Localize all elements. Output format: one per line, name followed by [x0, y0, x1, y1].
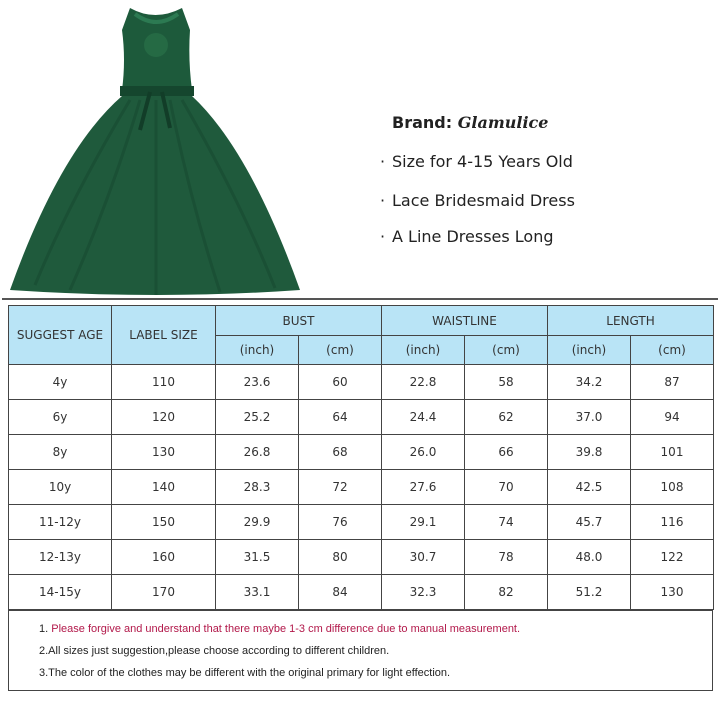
- dress-image: [10, 0, 305, 300]
- table-row: [9, 365, 714, 400]
- table-cell: 29.9: [216, 505, 299, 540]
- table-cell: 6y: [9, 400, 112, 435]
- table-cell: 51.2: [548, 575, 631, 610]
- unit-cm: (cm): [299, 336, 382, 365]
- table-row: [9, 470, 714, 505]
- notes-box: [8, 610, 713, 691]
- divider: [2, 298, 718, 300]
- header-length: LENGTH: [548, 306, 714, 336]
- feature-text: Lace Bridesmaid Dress: [392, 191, 575, 210]
- table-cell: 80: [299, 540, 382, 575]
- table-cell: 4y: [9, 365, 112, 400]
- table-cell: 70: [465, 470, 548, 505]
- table-row: [9, 400, 714, 435]
- table-cell: 60: [299, 365, 382, 400]
- table-cell: 78: [465, 540, 548, 575]
- table-cell: 25.2: [216, 400, 299, 435]
- note-1: [39, 621, 712, 643]
- feature-text: A Line Dresses Long: [392, 227, 554, 246]
- table-cell: 11-12y: [9, 505, 112, 540]
- feature-item: · Size for 4-15 Years Old: [380, 152, 573, 171]
- table-cell: 108: [631, 470, 714, 505]
- table-cell: 26.8: [216, 435, 299, 470]
- table-cell: 160: [112, 540, 216, 575]
- unit-cm: (cm): [465, 336, 548, 365]
- table-cell: 45.7: [548, 505, 631, 540]
- table-cell: 94: [631, 400, 714, 435]
- table-cell: 140: [112, 470, 216, 505]
- table-cell: 42.5: [548, 470, 631, 505]
- table-cell: 76: [299, 505, 382, 540]
- brand-name: Glamulice: [457, 113, 549, 132]
- table-cell: 116: [631, 505, 714, 540]
- table-cell: 23.6: [216, 365, 299, 400]
- table-cell: 101: [631, 435, 714, 470]
- table-cell: 48.0: [548, 540, 631, 575]
- header-size: LABEL SIZE: [112, 306, 216, 365]
- table-cell: 170: [112, 575, 216, 610]
- table-row: [9, 505, 714, 540]
- size-chart-table: [8, 305, 714, 610]
- table-cell: 32.3: [382, 575, 465, 610]
- table-cell: 64: [299, 400, 382, 435]
- unit-inch: (inch): [216, 336, 299, 365]
- note-text: Please forgive and understand that there maybe 1-3 cm difference due to manual measurement.: [51, 623, 521, 635]
- table-cell: 31.5: [216, 540, 299, 575]
- table-cell: 110: [112, 365, 216, 400]
- unit-inch: (inch): [548, 336, 631, 365]
- table-cell: 58: [465, 365, 548, 400]
- unit-cm: (cm): [631, 336, 714, 365]
- feature-item: · A Line Dresses Long: [380, 227, 554, 246]
- table-cell: 130: [631, 575, 714, 610]
- unit-inch: (inch): [382, 336, 465, 365]
- table-row: [9, 540, 714, 575]
- table-row: [9, 435, 714, 470]
- table-cell: 87: [631, 365, 714, 400]
- feature-text: Size for 4-15 Years Old: [392, 152, 573, 171]
- table-row: [9, 575, 714, 610]
- header-bust: BUST: [216, 306, 382, 336]
- table-cell: 26.0: [382, 435, 465, 470]
- table-cell: 82: [465, 575, 548, 610]
- header-age: SUGGEST AGE: [9, 306, 112, 365]
- table-cell: 62: [465, 400, 548, 435]
- note-3: 3.The color of the clothes may be different with the original primary for light effection.: [39, 667, 451, 679]
- table-cell: 74: [465, 505, 548, 540]
- table-cell: 37.0: [548, 400, 631, 435]
- table-cell: 34.2: [548, 365, 631, 400]
- table-cell: 150: [112, 505, 216, 540]
- table-cell: 39.8: [548, 435, 631, 470]
- table-cell: 30.7: [382, 540, 465, 575]
- feature-item: · Lace Bridesmaid Dress: [380, 191, 575, 210]
- note-number: 1.: [39, 623, 49, 635]
- table-cell: 122: [631, 540, 714, 575]
- table-cell: 72: [299, 470, 382, 505]
- table-cell: 28.3: [216, 470, 299, 505]
- table-cell: 8y: [9, 435, 112, 470]
- brand-label: Brand:: [392, 113, 453, 132]
- table-cell: 33.1: [216, 575, 299, 610]
- table-cell: 10y: [9, 470, 112, 505]
- table-cell: 68: [299, 435, 382, 470]
- table-cell: 66: [465, 435, 548, 470]
- table-cell: 130: [112, 435, 216, 470]
- table-cell: 120: [112, 400, 216, 435]
- table-cell: 24.4: [382, 400, 465, 435]
- table-cell: 29.1: [382, 505, 465, 540]
- table-cell: 14-15y: [9, 575, 112, 610]
- table-cell: 84: [299, 575, 382, 610]
- brand-line: [392, 113, 548, 132]
- table-cell: 12-13y: [9, 540, 112, 575]
- table-cell: 27.6: [382, 470, 465, 505]
- note-2: 2.All sizes just suggestion,please choose according to different children.: [39, 645, 390, 657]
- table-cell: 22.8: [382, 365, 465, 400]
- header-waist: WAISTLINE: [382, 306, 548, 336]
